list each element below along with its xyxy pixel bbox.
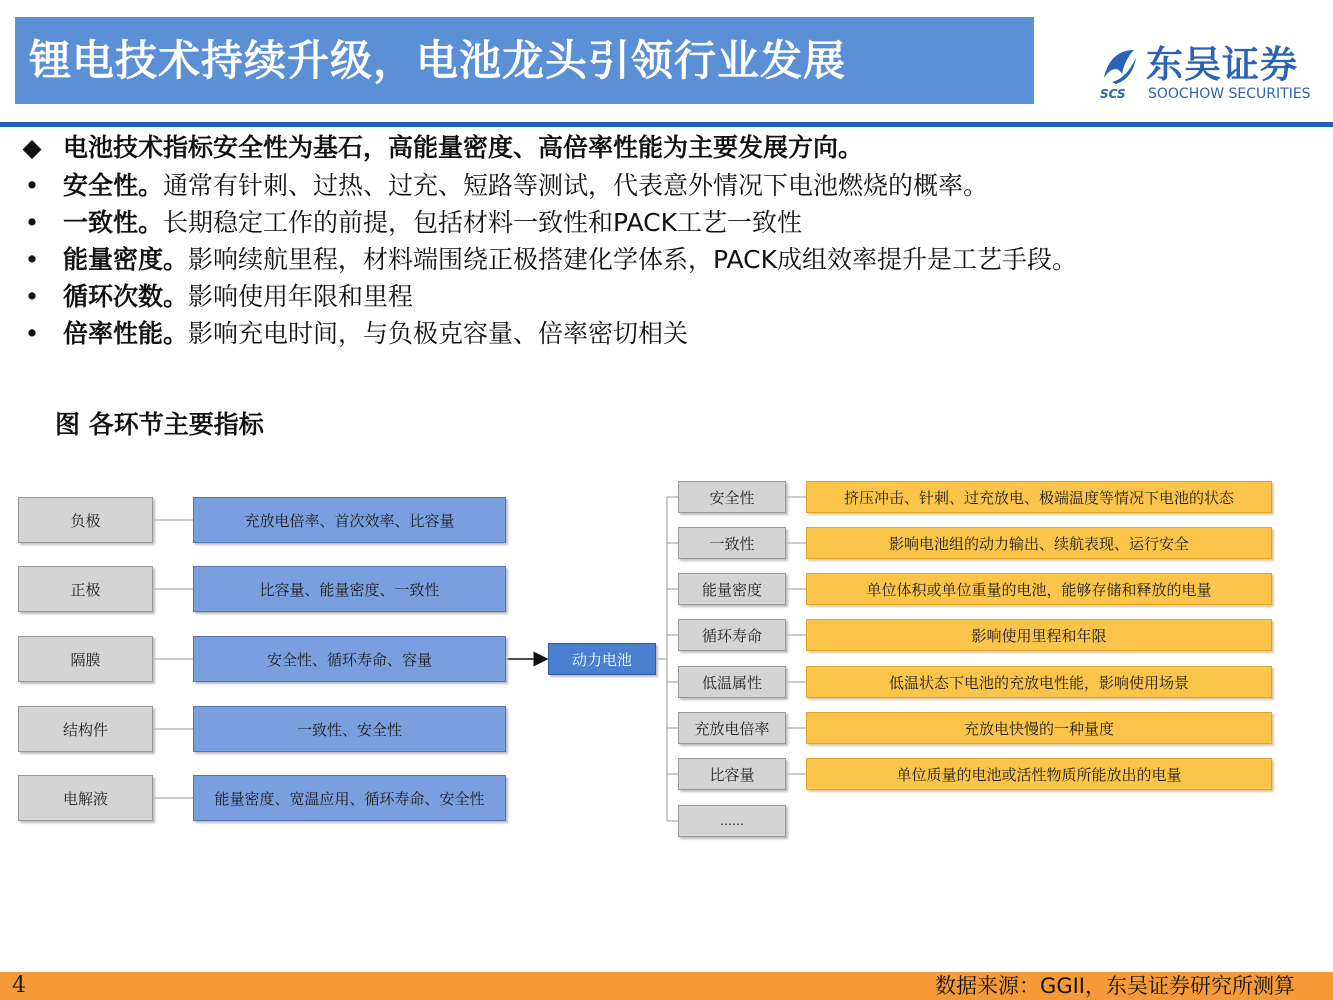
logo-chinese-name: 东吴证券 <box>1146 43 1298 86</box>
component-box-separator: 隔膜 <box>18 636 153 682</box>
description-box-specific-capacity: 单位质量的电池或活性物质所能放出的电量 <box>806 758 1272 790</box>
indicator-box-more: …… <box>678 805 786 837</box>
logo-english-name: SOOCHOW SECURITIES <box>1148 86 1311 102</box>
logo-abbreviation: SCS <box>1100 87 1126 101</box>
component-box-anode: 负极 <box>18 497 153 543</box>
page-title: 锂电技术持续升级，电池龙头引领行业发展 <box>29 36 847 85</box>
description-box-safety: 挤压冲击、针刺、过充放电、极端温度等情况下电池的状态 <box>806 481 1272 513</box>
component-box-electrolyte: 电解液 <box>18 775 153 821</box>
metrics-box-anode: 充放电倍率、首次效率、比容量 <box>193 497 506 543</box>
bullet-text: 影响续航里程，材料端围绕正极搭建化学体系，PACK成组效率提升是工艺手段。 <box>188 245 1078 274</box>
center-node-power-battery: 动力电池 <box>548 643 656 675</box>
indicator-box-energy-density: 能量密度 <box>678 573 786 605</box>
bullet-bold-text: 安全性。 <box>63 171 164 200</box>
page-number: 4 <box>12 973 26 998</box>
description-box-cycle-life: 影响使用里程和年限 <box>806 619 1272 651</box>
bullet-text: 通常有针刺、过热、过充、短路等测试，代表意外情况下电池燃烧的概率。 <box>163 171 989 200</box>
indicator-box-consistency: 一致性 <box>678 527 786 559</box>
bullet-bold-text: 电池技术指标安全性为基石，高能量密度、高倍率性能为主要发展方向。 <box>63 133 864 162</box>
metrics-box-cathode: 比容量、能量密度、一致性 <box>193 566 506 612</box>
footer-bar <box>0 972 1333 1000</box>
metrics-box-separator: 安全性、循环寿命、容量 <box>193 636 506 682</box>
bullet-bold-text: 一致性。 <box>63 208 164 237</box>
diamond-bullet-icon: ◆ <box>22 133 42 162</box>
dot-bullet-icon: • <box>24 208 40 237</box>
metrics-box-electrolyte: 能量密度、宽温应用、循环寿命、安全性 <box>193 775 506 821</box>
dot-bullet-icon: • <box>24 319 40 348</box>
indicator-box-safety: 安全性 <box>678 481 786 513</box>
bullet-text: 长期稳定工作的前提，包括材料一致性和PACK工艺一致性 <box>163 208 803 237</box>
indicator-box-specific-capacity: 比容量 <box>678 758 786 790</box>
bullet-bold-text: 能量密度。 <box>63 245 189 274</box>
component-box-cathode: 正极 <box>18 566 153 612</box>
indicator-box-cycle-life: 循环寿命 <box>678 619 786 651</box>
data-source: 数据来源：GGII，东吴证券研究所测算 <box>935 974 1295 998</box>
metrics-box-structure: 一致性、安全性 <box>193 706 506 752</box>
bullet-text: 影响充电时间，与负极克容量、倍率密切相关 <box>188 319 689 348</box>
dot-bullet-icon: • <box>24 245 40 274</box>
bullet-bold-text: 循环次数。 <box>63 282 189 311</box>
component-box-structure: 结构件 <box>18 706 153 752</box>
indicator-box-rate: 充放电倍率 <box>678 712 786 744</box>
dot-bullet-icon: • <box>24 171 40 200</box>
description-box-rate: 充放电快慢的一种量度 <box>806 712 1272 744</box>
description-box-consistency: 影响电池组的动力输出、续航表现、运行安全 <box>806 527 1272 559</box>
indicator-box-low-temp: 低温属性 <box>678 666 786 698</box>
bullet-bold-text: 倍率性能。 <box>63 319 189 348</box>
bullet-text: 影响使用年限和里程 <box>188 282 414 311</box>
description-box-energy-density: 单位体积或单位重量的电池，能够存储和释放的电量 <box>806 573 1272 605</box>
dot-bullet-icon: • <box>24 282 40 311</box>
description-box-low-temp: 低温状态下电池的充放电性能，影响使用场景 <box>806 666 1272 698</box>
figure-title: 图 各环节主要指标 <box>55 410 264 439</box>
